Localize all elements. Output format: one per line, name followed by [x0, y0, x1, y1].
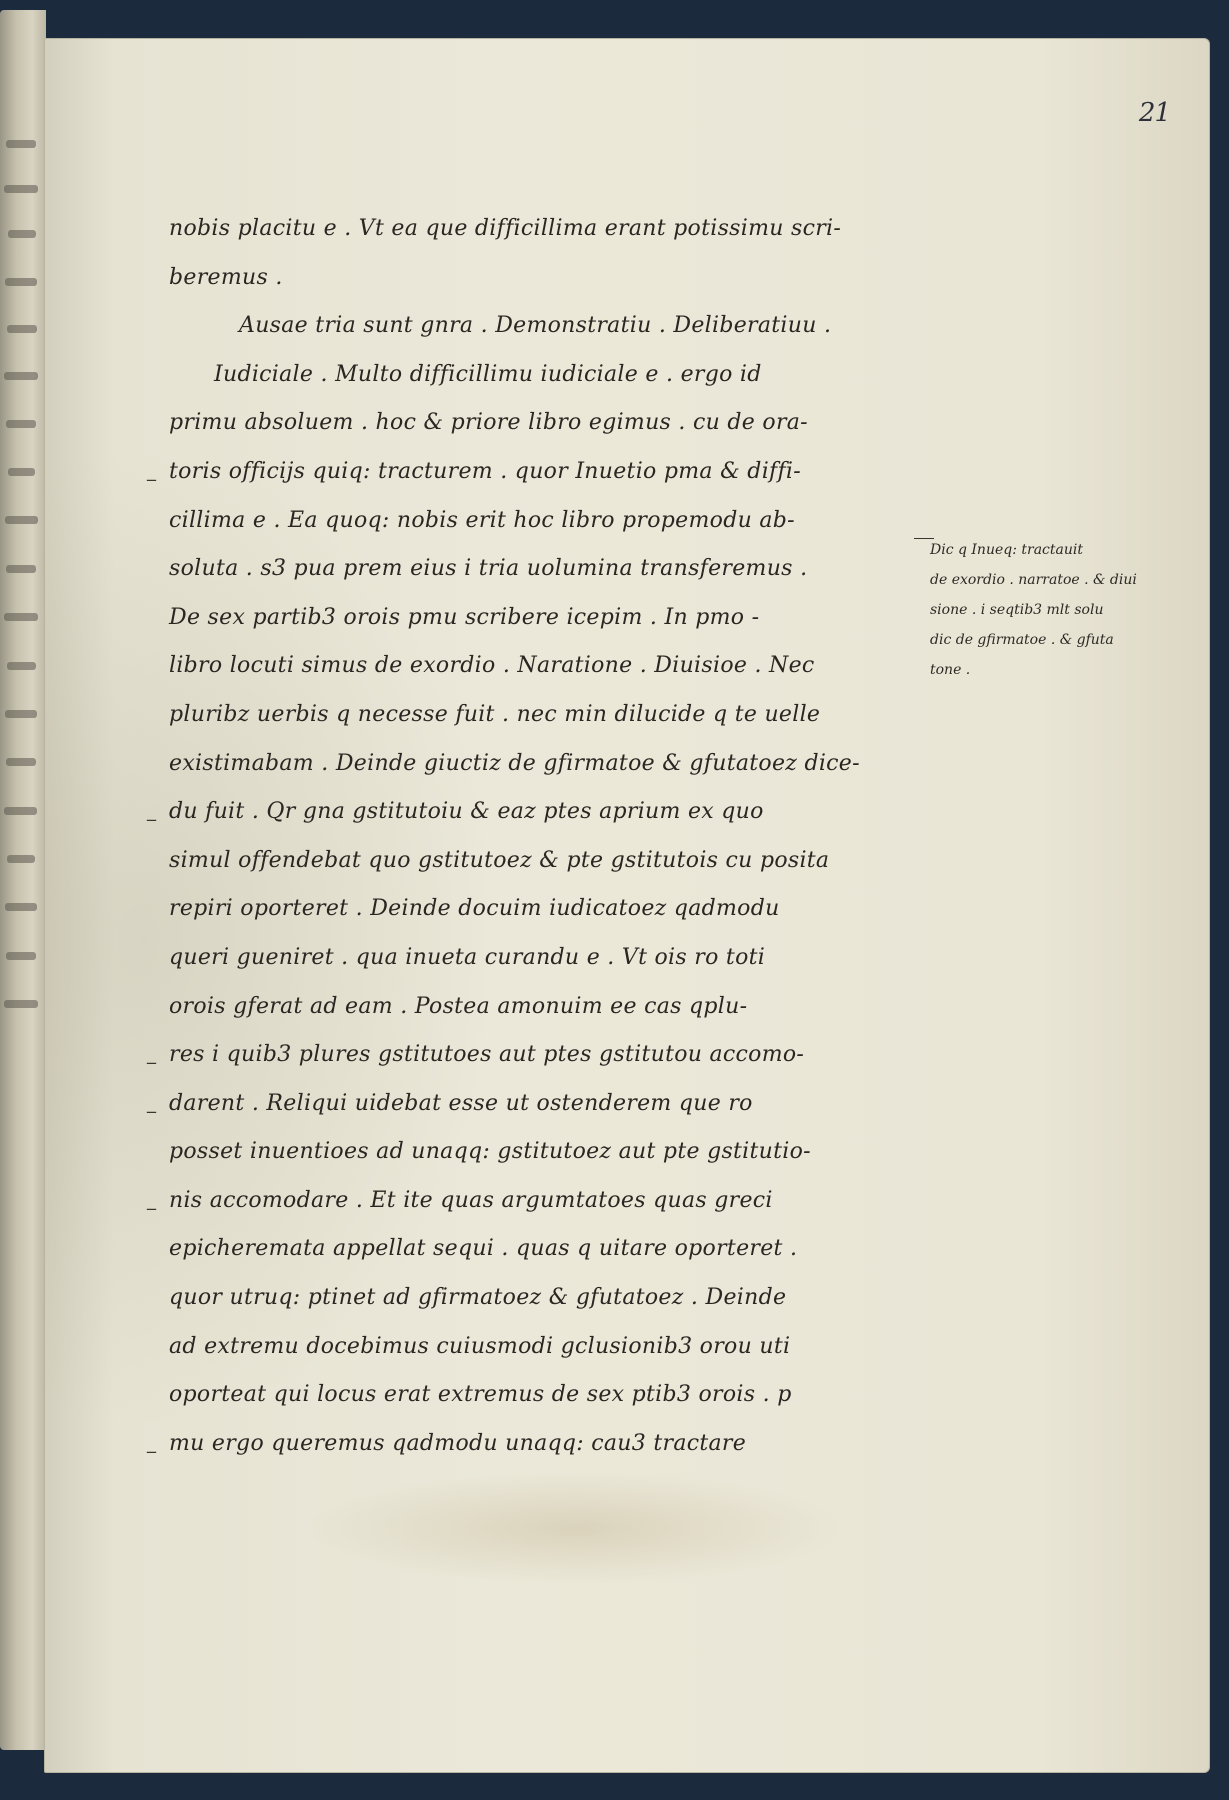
text-line [147, 448, 909, 497]
facing-page-text-fragment [6, 952, 36, 960]
text-line: ad extremu docebimus cuiusmodi gclusionib3 orou uti [169, 1333, 791, 1359]
text-line [147, 1177, 909, 1226]
text-line-content: mu ergo queremus qadmodu unaqq: cau3 tractare [169, 1430, 747, 1456]
facing-page-text-fragment [4, 372, 38, 380]
text-line-content: darent . Reliqui uidebat esse ut ostenderem que ro [169, 1090, 753, 1116]
text-line [147, 1420, 909, 1469]
text-line: existimabam . Deinde giuctiz de gfirmatoe & gfutatoez dice- [169, 750, 860, 776]
text-line: Iudiciale . Multo difficillimu iudiciale e . ergo id [214, 361, 762, 387]
facing-page-text-fragment [4, 1000, 38, 1008]
facing-page-text-fragment [6, 565, 36, 573]
margin-note-line: Dic q Inueq: tractauit [930, 542, 1083, 558]
text-line: orois gferat ad eam . Postea amonuim ee cas qplu- [169, 993, 748, 1019]
facing-page-text-fragment [7, 855, 35, 863]
text-line: Ausae tria sunt gnra . Demonstratiu . Deliberatiuu . [239, 313, 832, 339]
margin-dash-mark: _ [147, 460, 157, 482]
main-text-block [147, 205, 909, 1468]
text-line [147, 1031, 909, 1080]
text-line: epicheremata appellat sequi . quas q uitare oporteret . [169, 1236, 798, 1262]
text-line-content: toris officijs quiq: tracturem . quor Inuetio pma & diffi- [169, 458, 801, 484]
margin-note-line: tone . [930, 662, 971, 678]
text-line: repiri oporteret . Deinde docuim iudicatoez qadmodu [169, 896, 780, 922]
text-line: quor utruq: ptinet ad gfirmatoez & gfutatoez . Deinde [169, 1285, 787, 1311]
folio-number: 21 [1138, 98, 1170, 128]
margin-dash-mark: _ [147, 1432, 157, 1454]
facing-page-text-fragment [4, 613, 38, 621]
facing-page-text-fragment [5, 710, 37, 718]
text-line [147, 1080, 909, 1129]
facing-page-text-fragment [6, 420, 36, 428]
text-line: libro locuti simus de exordio . Naratione . Diuisioe . Nec [169, 653, 815, 679]
facing-page-text-fragment [5, 516, 38, 524]
text-line [147, 788, 909, 837]
margin-note-line: de exordio . narratoe . & diui [930, 572, 1137, 588]
margin-note-line: sione . i seqtib3 mlt solu [930, 602, 1104, 618]
text-line: De sex partib3 orois pmu scribere icepim . In pmo - [169, 604, 760, 630]
margin-note-line: dic de gfirmatoe . & gfuta [930, 632, 1114, 648]
facing-page-text-fragment [6, 758, 36, 766]
facing-page-text-fragment [8, 468, 35, 476]
facing-page-text-fragment [5, 903, 37, 911]
text-line: nobis placitu e . Vt ea que difficillima erant potissimu scri- [169, 216, 842, 241]
margin-dash-mark: _ [147, 801, 157, 823]
margin-dash-mark: _ [147, 1189, 157, 1211]
text-line-content: res i quib3 plures gstitutoes aut ptes gstitutou accomo- [169, 1042, 805, 1068]
text-line: cillima e . Ea quoq: nobis erit hoc libro propemodu ab- [169, 507, 795, 533]
margin-dash-mark: _ [147, 1044, 157, 1066]
text-line: simul offendebat quo gstitutoez & pte gstitutois cu posita [169, 847, 830, 873]
text-line: queri gueniret . qua inueta curandu e . Vt ois ro toti [169, 944, 766, 970]
text-line: pluribz uerbis q necesse fuit . nec min dilucide q te uelle [169, 701, 821, 727]
text-line: posset inuentioes ad unaqq: gstitutoez aut pte gstitutio- [169, 1139, 811, 1165]
text-line: beremus . [169, 264, 283, 290]
facing-page-text-fragment [4, 807, 37, 815]
facing-page-edge [0, 10, 46, 1750]
text-line: soluta . s3 pua prem eius i tria uolumina transferemus . [169, 556, 808, 582]
facing-page-text-fragment [6, 140, 36, 148]
marginal-note [930, 535, 1200, 685]
facing-page-text-fragment [4, 185, 38, 193]
text-line: primu absoluem . hoc & priore libro egimus . cu de ora- [169, 410, 808, 436]
text-line: oporteat qui locus erat extremus de sex ptib3 orois . p [169, 1382, 792, 1408]
margin-dash-mark: _ [147, 1092, 157, 1114]
text-line-content: nis accomodare . Et ite quas argumtatoes quas greci [169, 1187, 773, 1213]
manuscript-folio [44, 38, 1210, 1773]
facing-page-text-fragment [5, 278, 37, 286]
text-line-content: du fuit . Qr gna gstitutoiu & eaz ptes aprium ex quo [169, 799, 764, 825]
facing-page-text-fragment [7, 325, 37, 333]
facing-page-text-fragment [7, 662, 36, 670]
facing-page-text-fragment [8, 230, 36, 238]
